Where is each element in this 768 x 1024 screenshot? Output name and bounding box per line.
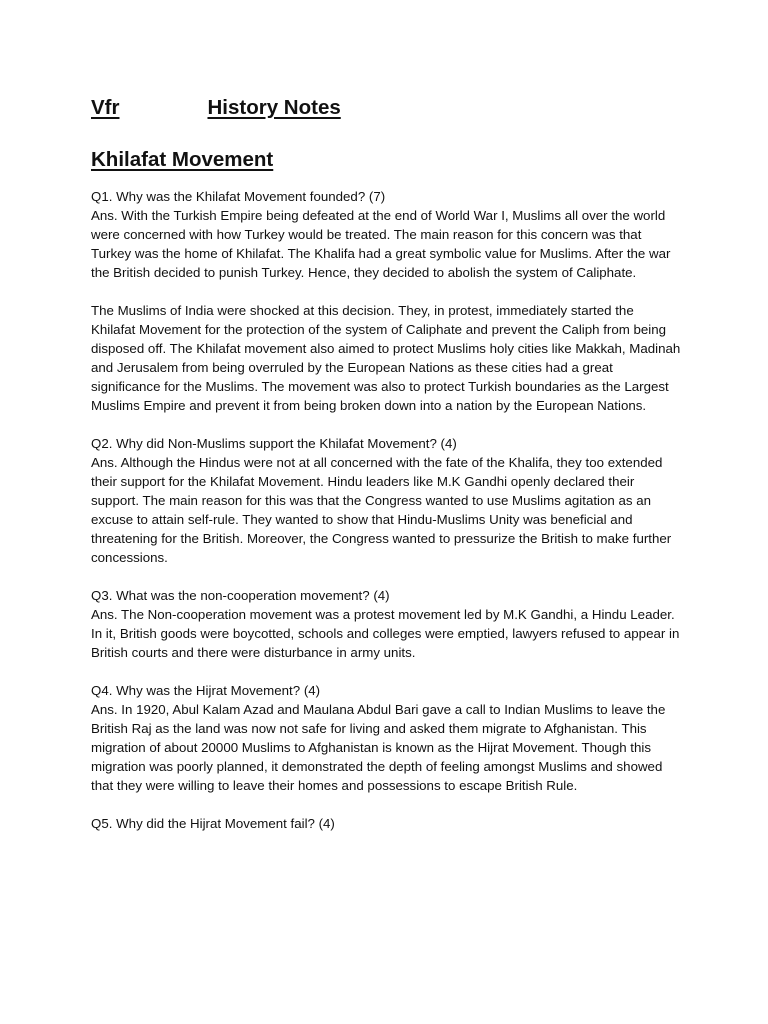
qa-list	[91, 187, 681, 833]
question-1: Q1. Why was the Khilafat Movement founded? (7)	[91, 189, 386, 204]
answer-1-paragraph-2: The Muslims of India were shocked at this decision. They, in protest, immediately started the Khilafat Movement for the protection of the system of Caliphate and prevent the Caliph from being disposed off. The Khilafat movement also aimed to protect Muslims holy cities like Makkah, Madinah and Jerusalem from being overruled by the European Nations as these cities had a great significance for the Muslims. The movement was also to protect Turkish boundaries as the Largest Muslims Empire and prevent it from being broken down into a nation by the European Nations.	[91, 303, 681, 413]
answer-3: Ans. The Non-cooperation movement was a protest movement led by M.K Gandhi, a Hindu Leader. In it, British goods were boycotted, schools and colleges were emptied, lawyers refused to appear in British courts and there were disturbance in army units.	[91, 607, 680, 660]
qa-item-1	[91, 187, 681, 415]
question-3: Q3. What was the non-cooperation movement? (4)	[91, 588, 390, 603]
header-left-text: Vfr	[91, 96, 120, 119]
answer-2: Ans. Although the Hindus were not at all concerned with the fate of the Khalifa, they too extended their support for the Khilafat Movement. Hindu leaders like M.K Gandhi openly declared their support. The main reason for this was that the Congress wanted to use Muslims agitation as an excuse to attain self-rule. They wanted to show that Hindu-Muslims Unity was beneficial and threatening for the British. Moreover, the Congress wanted to pressurize the British to make further concessions.	[91, 455, 672, 565]
question-2: Q2. Why did Non-Muslims support the Khilafat Movement? (4)	[91, 436, 457, 451]
qa-item-5	[91, 814, 681, 833]
header-title: History Notes	[207, 96, 341, 119]
document-header	[91, 94, 681, 122]
qa-item-4	[91, 681, 681, 795]
document-content	[91, 94, 681, 852]
question-4: Q4. Why was the Hijrat Movement? (4)	[91, 683, 321, 698]
section-title: Khilafat Movement	[91, 148, 274, 171]
answer-4: Ans. In 1920, Abul Kalam Azad and Maulana Abdul Bari gave a call to Indian Muslims to leave the British Raj as the land was now not safe for living and asked them migrate to Afghanistan. This migration of about 20000 Muslims to Afghanistan is known as the Hijrat Movement. Though this migration was poorly planned, it demonstrated the depth of feeling amongst Muslims and showed that they were willing to leave their homes and possessions to escape British Rule.	[91, 702, 666, 793]
qa-item-3	[91, 586, 681, 662]
answer-1: Ans. With the Turkish Empire being defeated at the end of World War I, Muslims all over the world were concerned with how Turkey would be treated. The main reason for this concern was that Turkey was the home of Khilafat. The Khalifa had a great symbolic value for Muslims. After the war the British decided to punish Turkey. Hence, they decided to abolish the system of Caliphate.	[91, 208, 671, 280]
qa-item-2	[91, 434, 681, 567]
question-5: Q5. Why did the Hijrat Movement fail? (4)	[91, 816, 335, 831]
